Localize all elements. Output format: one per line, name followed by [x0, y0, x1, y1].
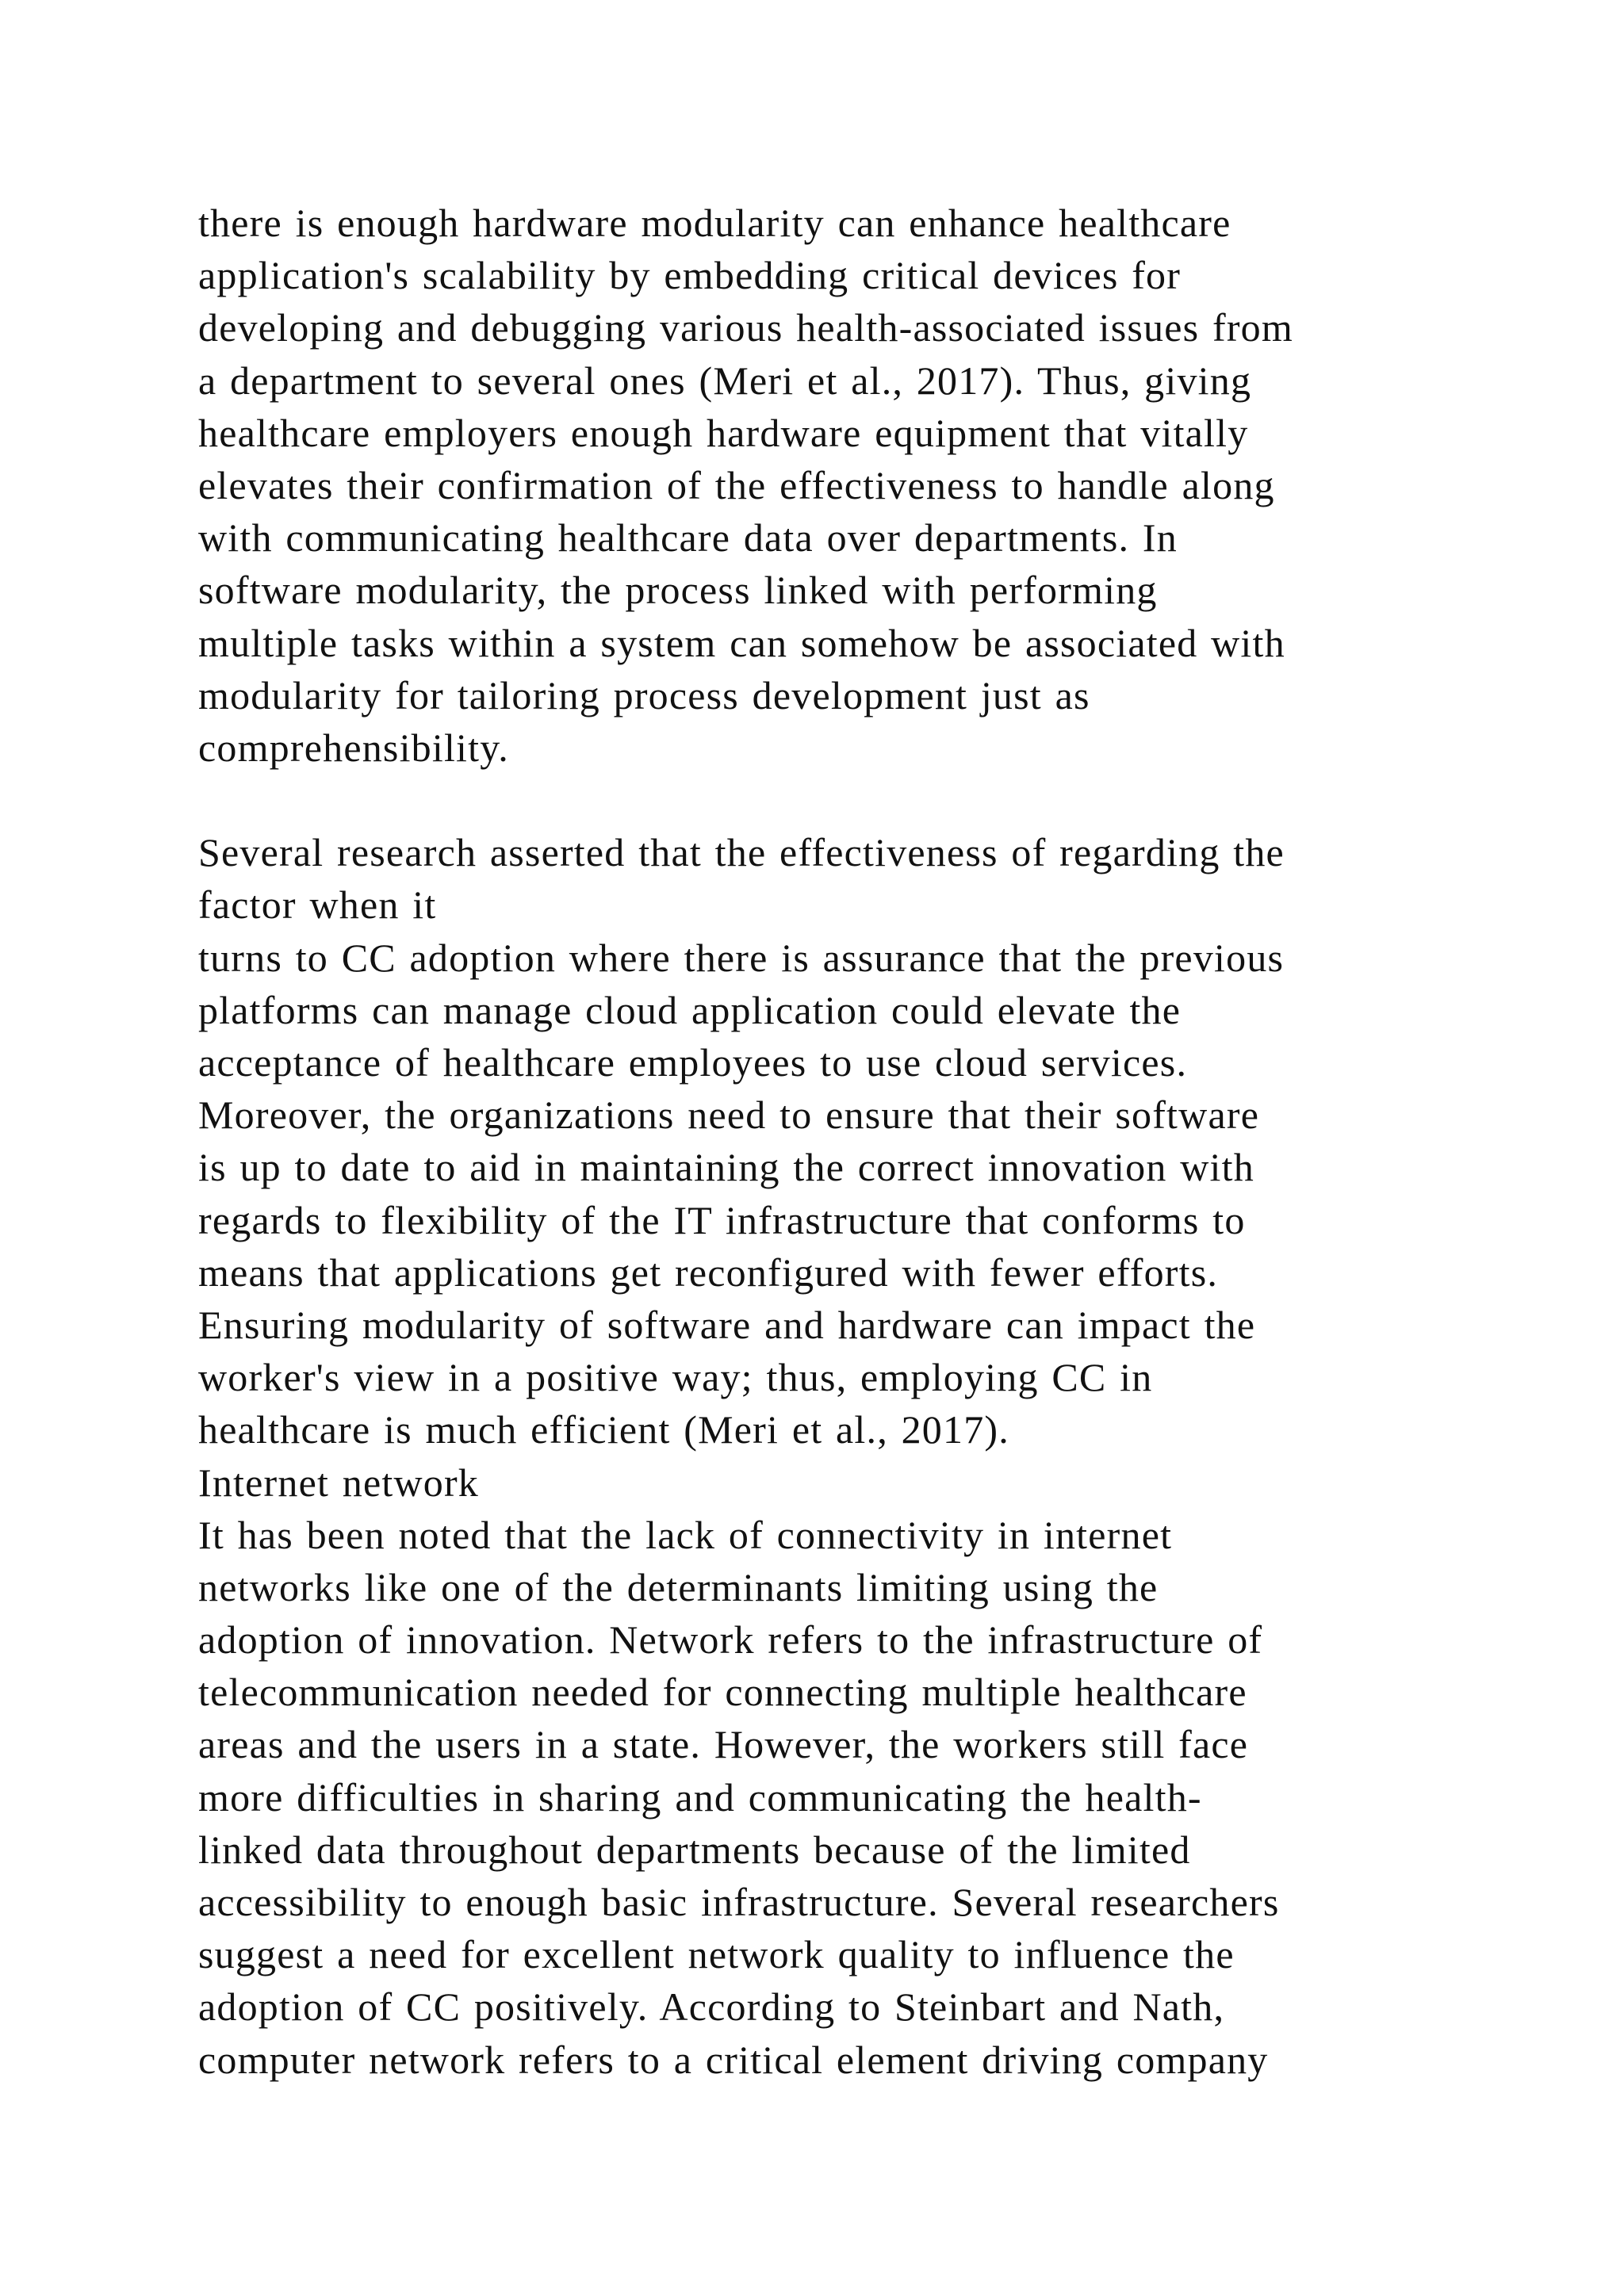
text-line: adoption of innovation. Network refers to the infrastructure of — [198, 1617, 1263, 1663]
text-line: It has been noted that the lack of connectivity in internet — [198, 1512, 1173, 1557]
text-line: elevates their confirmation of the effectiveness to handle along — [198, 462, 1275, 507]
text-line: a department to several ones (Meri et al., 2017). Thus, giving — [198, 358, 1252, 403]
section-heading-internet-network: Internet network — [198, 1460, 480, 1505]
text-line: application's scalability by embedding critical devices for — [198, 253, 1182, 298]
text-line: there is enough hardware modularity can enhance healthcare — [198, 201, 1231, 245]
text-line: with communicating healthcare data over departments. In — [198, 515, 1178, 561]
text-line: multiple tasks within a system can somehow be associated with — [198, 620, 1285, 665]
text-line: comprehensibility. — [198, 725, 509, 770]
text-line: turns to CC adoption where there is assurance that the previous — [198, 935, 1285, 980]
text-line: regards to flexibility of the IT infrastructure that conforms to — [198, 1197, 1246, 1242]
text-line: healthcare is much efficient (Meri et al., 2017). — [198, 1407, 1009, 1452]
paragraph-spacer — [198, 774, 1483, 826]
text-line: Several research asserted that the effectiveness of regarding the — [198, 830, 1285, 875]
text-line: acceptance of healthcare employees to use cloud services. — [198, 1040, 1188, 1085]
paragraph-cc-adoption-effectiveness — [198, 826, 1483, 1456]
text-line: areas and the users in a state. However, the workers still face — [198, 1722, 1249, 1767]
text-line: suggest a need for excellent network quality to influence the — [198, 1932, 1235, 1977]
text-line: is up to date to aid in maintaining the correct innovation with — [198, 1145, 1254, 1190]
text-line: means that applications get reconfigured with fewer efforts. — [198, 1249, 1219, 1295]
text-line: linked data throughout departments because of the limited — [198, 1827, 1191, 1872]
text-line: more difficulties in sharing and communicating the health- — [198, 1774, 1202, 1820]
text-line: telecommunication needed for connecting multiple healthcare — [198, 1670, 1247, 1715]
text-line: developing and debugging various health-associated issues from — [198, 305, 1293, 350]
text-line: platforms can manage cloud application could elevate the — [198, 987, 1182, 1032]
paragraph-hardware-software-modularity — [198, 197, 1483, 774]
text-line: worker's view in a positive way; thus, employing CC in — [198, 1355, 1153, 1400]
text-line: accessibility to enough basic infrastructure. Several researchers — [198, 1880, 1280, 1924]
document-body — [198, 197, 1483, 2086]
text-line: Ensuring modularity of software and hardware can impact the — [198, 1302, 1256, 1347]
paragraph-internet-network — [198, 1509, 1483, 2086]
text-line: healthcare employers enough hardware equipment that vitally — [198, 410, 1249, 455]
text-line: computer network refers to a critical element driving company — [198, 2037, 1269, 2082]
text-line: factor when it — [198, 882, 437, 928]
text-line: adoption of CC positively. According to Steinbart and Nath, — [198, 1984, 1225, 2030]
text-line: modularity for tailoring process development just as — [198, 672, 1090, 718]
text-line: networks like one of the determinants limiting using the — [198, 1564, 1159, 1609]
text-line: software modularity, the process linked with performing — [198, 568, 1158, 613]
text-line: Moreover, the organizations need to ensure that their software — [198, 1093, 1260, 1138]
